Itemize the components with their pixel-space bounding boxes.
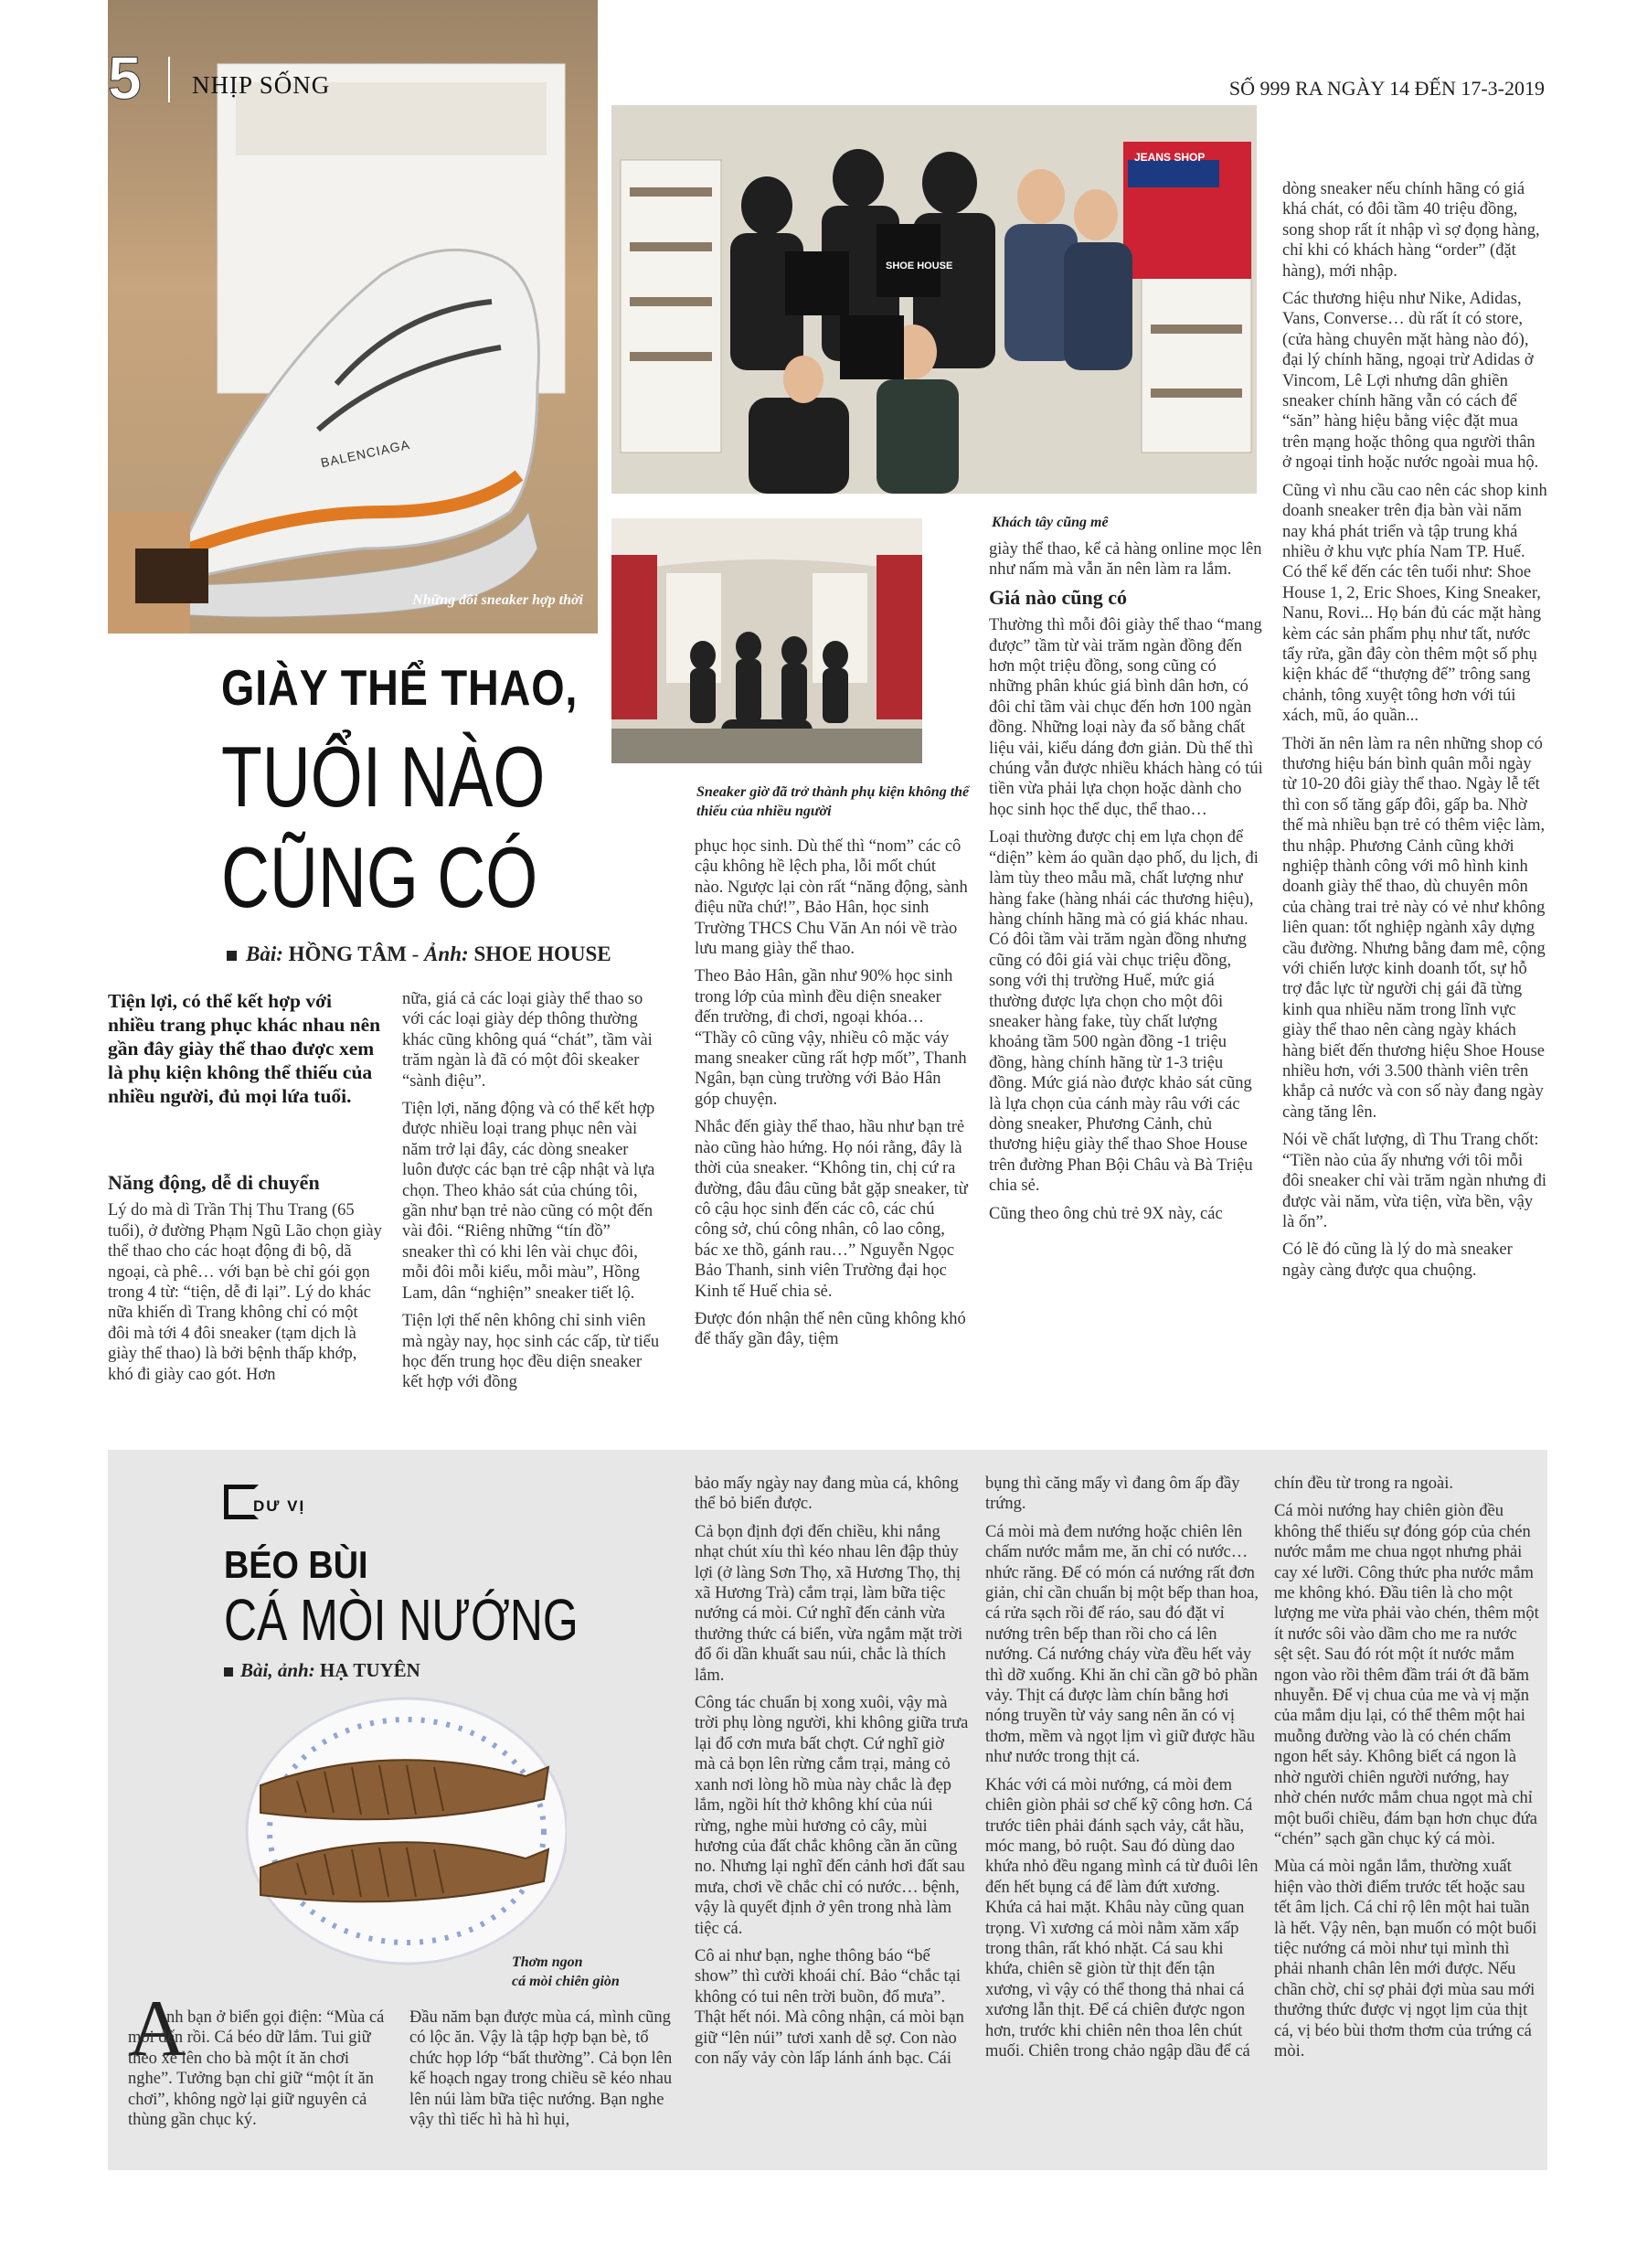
paragraph: giày thể thao, kể cả hàng online mọc lên như nấm mà vẫn ăn nên làm ra lắm. <box>989 540 1262 580</box>
paragraph: Tiện lợi, năng động và có thể kết hợp được nhiều loại trang phục nên vài năm trở lại đây, các dòng sneaker luôn được các bạn trẻ cập nhật và lựa chọn. Theo khảo sát của chúng tôi, gần như bạn trẻ nào cũng có một đến vài đôi. “Riêng những “tín đồ” sneaker thì có khi lên vài chục đôi, mỗi đôi mỗi kiểu, mỗi màu”, Hồng Lam, dân “nghiện” sneaker tiết lộ. <box>402 1100 655 1303</box>
fish-caption <box>512 1953 620 1991</box>
article2-col3 <box>695 1474 969 2076</box>
paragraph: Cá mòi mà đem nướng hoặc chiên lên chấm nước mắm me, ăn chỉ có nước… nhức răng. Để có món cá nướng rất đơn giản, chỉ cần chuẩn bị một bếp than hoa, cá rửa sạch rồi để ráo, sau đó đặt vỉ nướng trên bếp than rồi cho cá lên nướng. Cá nướng cháy vừa đều hết vảy thì dỡ xuống. Khi ăn chỉ cần gỡ bỏ phần vảy. Thịt cá được làm chín bằng hơi nóng truyền từ vảy sang nên ăn có vị thơm, mềm và ngọt lịm vì giữ được hầu như nước trong thịt cá. <box>985 1522 1259 1767</box>
article1-col3 <box>695 836 969 1358</box>
article1-col2 <box>402 989 660 1400</box>
article2-title-line1: BÉO BÙI <box>224 1543 368 1586</box>
store-photo <box>611 518 922 763</box>
foreigners-photo <box>611 105 1257 494</box>
bag-brand-text: SHOE HOUSE <box>886 261 953 272</box>
byline-bullet <box>224 1667 233 1677</box>
paragraph: Công tác chuẩn bị xong xuôi, vậy mà trời phụ lòng người, khi không giữa trưa lại đổ cơn mưa bất chợt. Cứ nghĩ giờ mà cả bọn lên rừng cắm trại, mảng cỏ xanh nơi lòng hồ mùa này chắc là đẹp lắm, ngồi hít thở không khí của núi rừng, nghe mùi hương cỏ cây, mùi hương của đất chắc không cần ăn cũng no. Nhưng lại nghĩ đến cảnh hơi đất sau mưa, chơi về chắc chỉ có nước… bệnh, vậy là quyết định ở yên trong nhà làm tiệc cá. <box>695 1694 969 1938</box>
subhead-nang-dong: Năng động, dễ di chuyển <box>108 1171 320 1194</box>
paragraph: Thường thì mỗi đôi giày thể thao “mang được” tầm từ vài trăm ngàn đồng đến hơn một triệu đồng, song cũng có những phân khúc giá bình dân hơn, có đôi chỉ tầm vài chục đến hơn 100 ngàn đồng. Những loại này đa số bằng chất liệu vải, kiểu dáng đơn giản. Dù thế thì chúng vẫn được nhiều khách hàng có túi tiền vừa phải lựa chọn hoặc dành cho học sinh học thể dục, thể thao… <box>989 616 1263 819</box>
paragraph: Khác với cá mòi nướng, cá mòi đem chiên giòn phải sơ chế kỹ công hơn. Cá trước tiên phải đánh sạch vảy, cắt hầu, móc mang, bỏ ruột. Sau đó dùng dao khứa nhỏ đều ngang mình cá từ đuôi lên đến hết bụng cá để làm đứt xương. Khứa cả hai mặt. Khâu này cũng quan trọng. Vì xương cá mòi nằm xăm xấp trong thân, rất khó nhặt. Cá sau khi khứa, chiên sẽ giòn từ thịt đến tận xương, vì vậy có thể thong thả nhai cá xương lẫn thịt. Để cá chiên được ngon hơn, trước khi chiên nên thoa lên chút muối. Chiên trong chảo ngập dầu để cá <box>985 1775 1259 2060</box>
byline-bullet <box>227 951 237 961</box>
fish-caption-line1: Thơm ngon <box>512 1954 583 1970</box>
paragraph: Nhắc đến giày thể thao, hầu như bạn trẻ nào cũng hào hứng. Họ nói rằng, đây là thời của sneaker. “Không tin, chị cứ ra đường, đâu đâu cũng bắt gặp sneaker, từ cô cậu học sinh đến các cô, các chú công sở, chú công nhân, cô lao công, bác xe thồ, gánh rau…” Nguyễn Ngọc Bảo Thanh, sinh viên Trường đại học Kinh tế Huế chia sẻ. <box>695 1118 968 1301</box>
kicker-text: DƯ VỊ <box>253 1497 306 1515</box>
paragraph: chín đều từ trong ra ngoài. <box>1274 1475 1454 1493</box>
foreigners-caption: Khách tây cũng mê <box>992 515 1109 530</box>
article2-col5 <box>1274 1474 1539 2069</box>
article2-col1 <box>128 2007 388 2137</box>
store-illustration <box>611 518 922 763</box>
dropcap: A <box>128 1985 186 2073</box>
article2-col2 <box>409 2007 675 2137</box>
sneaker-caption: Những đôi sneaker hợp thời <box>412 592 583 608</box>
paragraph: Lý do mà dì Trần Thị Thu Trang (65 tuổi), ở đường Phạm Ngũ Lão chọn giày thể thao cho các hoạt động đi bộ, dã ngoại, cà phê… với bạn bè chỉ gói gọn trong 4 từ: “tiện, dễ đi lại”. Lý do khác nữa khiến dì Trang không chỉ có một đôi mà tới 4 đôi sneaker (tạm dịch là giày thể thao) là bởi bệnh thấp khớp, khó đi giày cao gót. Hơn <box>108 1201 382 1384</box>
byline-author: HẠ TUYÊN <box>319 1659 420 1681</box>
paragraph: Có lẽ đó cũng là lý do mà sneaker ngày càng được qua chuộng. <box>1282 1240 1513 1280</box>
issue-info: SỐ 999 RA NGÀY 14 ĐẾN 17-3-2019 <box>1228 77 1545 100</box>
store-caption: Sneaker giờ đã trở thành phụ kiện không thể thiếu của nhiều người <box>696 784 970 819</box>
article1-col4 <box>989 539 1263 1231</box>
article1-title-line1: GIÀY THỂ THAO, <box>221 659 579 716</box>
paragraph: Cũng vì nhu cầu cao nên các shop kinh doanh sneaker trên địa bàn vài năm nay khá phát triển và tập trung khá nhiều ở khu vực phía Nam TP. Huế. Có thể kể đến các tên tuổi như: Shoe House 1, 2, Eric Shoes, King Sneaker, Nanu, Rovi... Họ bán đủ các mặt hàng kèm các sản phẩm phụ như tất, nước tẩy rửa, gần đây còn thêm một số phụ kiện khác để “thượng đế” trông sang chảnh, tông xuyệt tông hơn với túi xách, mũ, áo quần... <box>1282 481 1547 726</box>
paragraph: nữa, giá cả các loại giày thể thao so với các loại giày dép thông thường khác cũng không quá “chát”, tầm vài trăm ngàn là đã có một đôi skeaker “sành điệu”. <box>402 990 653 1091</box>
article1-byline: Bài: HỒNG TÂM - Ảnh: SHOE HOUSE <box>227 942 611 966</box>
subhead-gia-nao: Giá nào cũng có <box>989 585 1127 609</box>
article1-lead: Tiện lợi, có thể kết hợp với nhiều trang phục khác nhau nên gần đây giày thể thao được xem là phụ kiện không thể thiếu của nhiều người, đủ mọi lứa tuổi. <box>108 990 381 1107</box>
article2-byline <box>224 1659 420 1682</box>
fish-caption-line2: cá mòi chiên giòn <box>512 1974 620 1989</box>
article2-title-line2: CÁ MÒI NƯỚNG <box>224 1587 579 1653</box>
byline-author: HỒNG TÂM <box>288 942 407 965</box>
section-title: NHỊP SỐNG <box>192 71 331 99</box>
byline-label: Bài: <box>246 942 283 965</box>
paragraph: Được đón nhận thế nên cũng không khó để thấy gần đây, tiệm <box>695 1309 966 1349</box>
paragraph: dòng sneaker nếu chính hãng có giá khá chát, có đôi tầm 40 triệu đồng, song shop rất ít nhập vì sợ đọng hàng, chỉ khi có khách hàng “order” (đặt hàng), mới nhập. <box>1282 180 1540 281</box>
paragraph: Nói về chất lượng, dì Thu Trang chốt: “Tiền nào của ấy nhưng với tôi mỗi đôi sneaker chỉ vài trăm ngàn nhưng đi được vài năm, vừa tiện, vừa bền, vậy là ổn”. <box>1282 1131 1546 1231</box>
shoe-brand-text: BALENCIAGA <box>319 436 412 471</box>
paragraph: Cô ai như bạn, nghe thông báo “bế show” thì cười khoái chí. Bảo “chắc tại không có tui nên trời buồn, đổ mưa”. Thật hết nói. Mà công nhận, cá mòi bạn giữ “lên núi” tươi xanh dễ sợ. Con nào con nấy vảy còn lấp lánh ánh bạc. Cái <box>695 1946 964 2068</box>
paragraph: Cả bọn định đợi đến chiều, khi nắng nhạt chút xíu thì kéo nhau lên đập thủy lợi (ở làng Sơn Thọ, xã Hương Thọ, thị xã Hương Trà) cắm trại, làm bữa tiệc nướng cá mòi. Cứ nghĩ đến cảnh vừa thưởng thức cá biển, vừa ngắm mặt trời đổ ối dần khuất sau núi, chắc là thích lắm. <box>695 1522 963 1685</box>
paragraph: bảo mấy ngày nay đang mùa cá, không thể bỏ biển được. <box>695 1475 959 1514</box>
paragraph: Thời ăn nên làm ra nên những shop có thương hiệu bán bình quân mỗi ngày từ 10-20 đôi giày thể thao. Ngày lễ tết thì con số tăng gấp đôi, gấp ba. Nhờ thế mà nhiều bạn trẻ có thêm việc làm, thu nhập. Phương Cảnh cũng khởi nghiệp thành công với mô hình kinh doanh giày thể thao, dù chuyên môn của chàng trai trẻ này có vẻ như không liên quan: tốt nghiệp ngành xây dựng cầu đường. Nhưng bằng đam mê, cộng với chiến lược kinh doanh tốt, sự hỗ trợ đắc lực từ người chị gái đã từng kinh qua nhiều năm trong lĩnh vực giày thể thao nên càng ngày khách hàng biết đến thương hiệu Shoe House nhiều hơn, với 3.500 thành viên trên khắp cả nước và con số này đang ngày càng tăng lên. <box>1282 734 1546 1122</box>
shop-sign-text: JEANS SHOP <box>1134 151 1206 164</box>
paragraph: Các thương hiệu như Nike, Adidas, Vans, Converse… dù rất ít có store, (cửa hàng chuyên mặt hàng nào đó), đại lý chính hãng, ngoại trừ Adidas ở Vincom, Lê Lợi nhưng dân ghiền sneaker chính hãng vẫn có cách để “săn” hàng hiệu bằng việc đặt mua trên mạng hoặc thông qua người thân ở ngoại tỉnh hoặc nước ngoài mua hộ. <box>1282 290 1539 473</box>
sneaker-illustration <box>108 0 598 634</box>
article2-col4 <box>985 1474 1259 2069</box>
paragraph: nh bạn ở biển gọi điện: “Mùa cá mòi đến rồi. Cá béo dữ lắm. Tui giữ theo xe lên cho bà một ít ăn chơi nghe”. Tưởng bạn chỉ giữ “một ít ăn chơi”, không ngờ lại giữ nguyên cả thùng gần chục ký. <box>128 2008 385 2130</box>
paragraph: Theo Bảo Hân, gần như 90% học sinh trong lớp của mình đều diện sneaker đến trường, đi chơi, ngoại khóa… “Thầy cô cũng vậy, nhiều cô mặc váy mang sneaker cũng rất hợp mốt”, Thanh Ngân, bạn cùng trường với Bảo Hân góp chuyện. <box>695 967 967 1109</box>
paragraph: Loại thường được chị em lựa chọn để “diện” kèm áo quần dạo phố, du lịch, đi làm tùy theo mẫu mã, chất lượng như hàng fake (hàng nhái các thương hiệu), hàng chính hãng mà có giá khác nhau. Có đôi tầm vài trăm ngàn đồng nhưng cũng có đôi giá vài chục triệu đồng, song với thị trường Huế, mức giá thường được lựa chọn cho một đôi sneaker hàng fake, tùy chất lượng khoảng tầm 500 ngàn đồng -1 triệu đồng, hàng chính hãng từ 1-3 triệu đồng. Mức giá nào được khảo sát cũng là lựa chọn của cánh mày râu với các dòng sneaker, Phương Cảnh, chủ thương hiệu giày thể thao Shoe House trên đường Phan Bội Châu và Bà Triệu chia sẻ. <box>989 828 1259 1196</box>
paragraph: phục học sinh. Dù thế thì “nom” các cô cậu không hề lệch pha, lỗi mốt chút nào. Ngược lại còn rất “năng động, sành điệu nữa chứ!”, Bảo Hân, học sinh Trường THCS Chu Văn An nói về trào lưu mang giày thể thao. <box>695 837 968 959</box>
paragraph: Mùa cá mòi ngắn lắm, thường xuất hiện vào thời điểm trước tết hoặc sau tết âm lịch. Cá chỉ rộ lên một hai tuần là hết. Vậy nên, bạn muốn có một buổi tiệc nướng cá mòi như tụi mình thì phải nhanh chân lên mới được. Nếu chần chờ, chỉ sợ phải đợi mùa sau mới thưởng thức được vị ngọt lịm của thịt cá, vị béo bùi thơm thơm của trứng cá mòi. <box>1274 1858 1537 2060</box>
paragraph: Tiện lợi thế nên không chỉ sinh viên mà ngày nay, học sinh các cấp, từ tiểu học đến trung học đều diện sneaker kết hợp với đồng <box>402 1312 660 1392</box>
article1-col1 <box>108 1173 382 1392</box>
sneaker-photo <box>108 0 598 634</box>
byline-label: Bài, ảnh: <box>240 1659 315 1681</box>
article1-title-line3: CŨNG CÓ <box>221 829 538 925</box>
article1-title-line2: TUỔI NÀO <box>221 729 546 825</box>
header-divider <box>168 57 170 102</box>
paragraph: Cũng theo ông chủ trẻ 9X này, các <box>989 1204 1223 1223</box>
article1-col5 <box>1282 179 1547 1288</box>
byline-photo: SHOE HOUSE <box>473 942 611 965</box>
paragraph: Đầu năm bạn được mùa cá, mình cũng có lộc ăn. Vậy là tập hợp bạn bè, tổ chức họp lớp “bất thường”. Cả bọn lên kế hoạch ngay trong chiều sẽ kéo nhau lên núi làm bữa tiệc nướng. Bạn nghe vậy thì tiếc hì hà hì hụi, <box>409 2008 673 2130</box>
paragraph: bụng thì căng mẩy vì đang ôm ấp đầy trứng. <box>985 1475 1240 1514</box>
page-number: 5 <box>108 44 142 112</box>
paragraph: Cá mòi nướng hay chiên giòn đều không thể thiếu sự đóng góp của chén nước mắm me chua ngọt nhưng phải cay xé lưỡi. Công thức pha nước mắm me không khó. Đầu tiên là cho một lượng me vừa phải vào chén, thêm một ít nước sôi vào dầm cho me ra nước sệt sệt. Sau đó rót một ít nước mắm ngon vào rồi thêm đầm trái ớt đã băm nhuyễn. Để vị chua của me và vị mặn của mắm dịu lại, có thể thêm một hai muỗng đường vào là có chén chấm ngon hết sảy. Không biết cá ngon là nhờ người chiên người nướng, hay nhờ chén nước mắm chua ngọt mà chỉ một buổi chiều, đám bạn hơn chục đứa “chén” sạch gần chục ký cá mòi. <box>1274 1502 1539 1848</box>
byline-photo-label: Ảnh: <box>424 942 469 965</box>
